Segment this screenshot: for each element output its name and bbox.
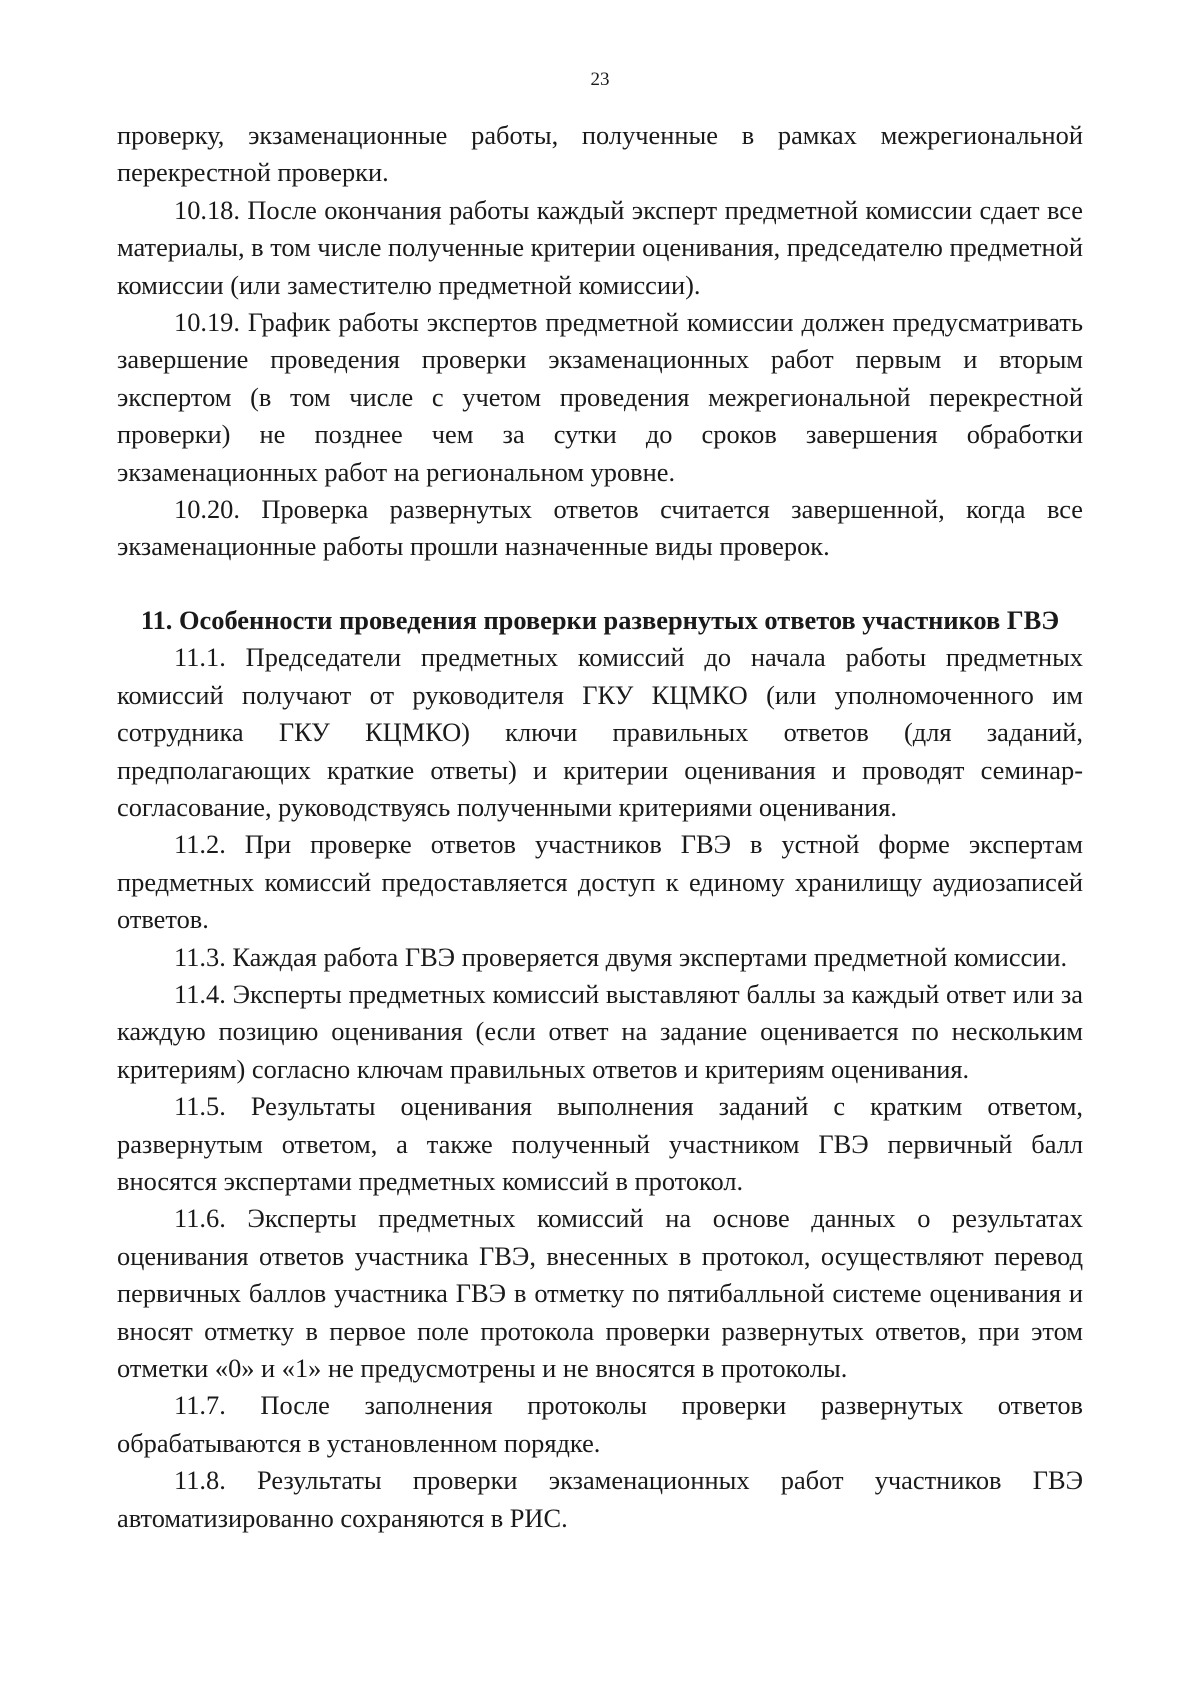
paragraph-11-7: 11.7. После заполнения протоколы проверки развернутых ответов обрабатываются в установленном порядке. <box>117 1390 1083 1458</box>
paragraph-10-18: 10.18. После окончания работы каждый эксперт предметной комиссии сдает все материалы, в том числе полученные критерии оценивания, председателю предметной комиссии (или заместителю предметной комиссии). <box>117 194 1083 300</box>
section-heading: 11. Особенности проведения проверки развернутых ответов участников ГВЭ <box>140 604 1060 635</box>
document-body <box>117 117 1083 1537</box>
paragraph-11-2: 11.2. При проверке ответов участников ГВЭ в устной форме экспертам предметных комиссий предоставляется доступ к единому хранилищу аудиозаписей ответов. <box>117 829 1083 935</box>
paragraph-10-20: 10.20. Проверка развернутых ответов считается завершенной, когда все экзаменационные работы прошли назначенные виды проверок. <box>117 494 1083 562</box>
paragraph-10-19: 10.19. График работы экспертов предметной комиссии должен предусматривать завершение проведения проверки экзаменационных работ первым и вторым экспертом (в том числе с учетом проведения межрегиональной перекрестной проверки) не позднее чем за сутки до сроков завершения обработки экзаменационных работ на региональном уровне. <box>117 307 1083 487</box>
page-number: 23 <box>590 69 610 90</box>
paragraph-11-1: 11.1. Председатели предметных комиссий до начала работы предметных комиссий получают от руководителя ГКУ КЦМКО (или уполномоченного им сотрудника ГКУ КЦМКО) ключи правильных ответов (для заданий, предполагающих краткие ответы) и критерии оценивания и проводят семинар-согласование, руководствуясь полученными критериями оценивания. <box>117 642 1083 822</box>
paragraph-11-8: 11.8. Результаты проверки экзаменационных работ участников ГВЭ автоматизированно сохраняются в РИС. <box>117 1465 1083 1533</box>
paragraph-11-6: 11.6. Эксперты предметных комиссий на основе данных о результатах оценивания ответов участника ГВЭ, внесенных в протокол, осуществляют перевод первичных баллов участника ГВЭ в отметку по пятибалльной системе оценивания и вносят отметку в первое поле протокола проверки развернутых ответов, при этом отметки «0» и «1» не предусмотрены и не вносятся в протоколы. <box>117 1203 1083 1383</box>
paragraph-continuation: проверку, экзаменационные работы, полученные в рамках межрегиональной перекрестной проверки. <box>117 120 1083 188</box>
paragraph-11-5: 11.5. Результаты оценивания выполнения заданий с кратким ответом, развернутым ответом, а также полученный участником ГВЭ первичный балл вносятся экспертами предметных комиссий в протокол. <box>117 1091 1083 1196</box>
paragraph-11-3: 11.3. Каждая работа ГВЭ проверяется двумя экспертами предметной комиссии. <box>174 941 1068 972</box>
paragraph-11-4: 11.4. Эксперты предметных комиссий выставляют баллы за каждый ответ или за каждую позицию оценивания (если ответ на задание оценивается по нескольким критериям) согласно ключам правильных ответов и критериям оценивания. <box>117 978 1083 1084</box>
